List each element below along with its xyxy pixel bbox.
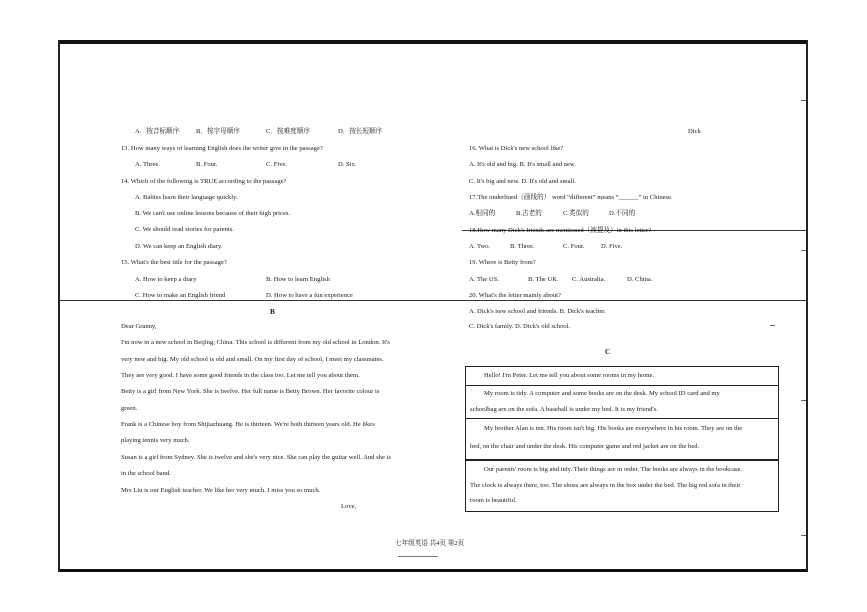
q18-option-c: C. Four. [563,243,585,250]
section-b-title: B [270,307,275,316]
q17-stem: 17.The underlined（画线的） word “different” means “______” in Chinese. [469,194,673,201]
q16-stem: 16. What is Dick's new school like? [469,145,564,152]
letter-greeting: Dear Granny, [121,323,157,330]
q13-stem: 13. How many ways of learning English does the writer give in the passage? [121,145,323,152]
q19-option-c: C. Australia. [572,276,606,283]
q15-option-a: A. How to keep a diary [135,276,197,283]
q14-option-d: D. We can keep an English diary. [135,243,223,250]
q14-option-b: B. We can't use online lessons because of their high prices. [135,210,291,217]
footer-mark [398,556,438,557]
q19-option-b: B. The UK. [528,276,559,283]
q18-stem: 18.How many Dick's friends are mentioned（被提及）in this letter? [469,227,652,234]
scan-mark [801,400,806,401]
q13-option-d: D. Six. [338,161,357,168]
q18-option-a: A. Two. [469,243,491,250]
q15-option-c: C. How to make an English friend [135,292,226,299]
q14-stem: 14. Which of the following is TRUE according to the passage? [121,178,287,185]
passage-para1-box [465,385,779,419]
letter-closing: Love, [341,503,357,510]
q17-option-d: D.不同的 [609,210,636,217]
q12-option-d: D．按长短顺序 [338,128,383,135]
para2-line: bed, on the chair and under the desk. His computer game and red jacket are on the bed. [470,443,700,450]
letter-line: They are very good. I have some good friends in the class too. Let me tell you about them. [121,372,360,379]
q16-options-ab: A. It's old and big. B. It's small and new. [469,161,576,168]
letter-line: Susan is a girl from Sydney. She is twelve and she's very nice. She can play the guitar well. And she is [121,454,391,461]
para3-line: room is beautiful. [470,497,517,504]
q18-option-d: D. Five. [601,243,623,250]
para1-line: My room is tidy. A computer and some books are on the desk. My school ID card and my [484,390,720,397]
letter-line: Betty is a girl from New York. She is twelve. Her full name is Betty Brown. Her favorite colour is [121,388,380,395]
page-border-right [806,40,808,572]
page-border-bottom [58,569,808,572]
q13-option-c: C. Five. [266,161,288,168]
para2-line: My brother Alan is ten. His room isn't big. His books are everywhere in his room. They are on the [484,425,743,432]
header-right-label: Dick [688,128,701,135]
q17-option-c: C.类似的 [563,210,589,217]
scan-mark [801,250,806,251]
passage-para3-box [465,460,779,512]
para3-line: The clock is always there, too. The shoes are always in the box under the bed. The big red sofa in their [470,482,741,489]
letter-line: playing tennis very much. [121,437,190,444]
q15-option-d: D. How to have a fun experience [266,292,353,299]
q14-option-c: C. We should read stories for parents. [135,226,234,233]
scan-mark [801,100,806,101]
q19-option-d: D. China. [627,276,653,283]
page-border-top [58,40,808,44]
q17-option-b: B.古老的 [516,210,542,217]
passage-intro-box [465,366,779,386]
q12-option-b: B．按字母顺序 [196,128,240,135]
letter-line: in the school band. [121,470,171,477]
q13-option-b: B. Four. [196,161,218,168]
letter-line: very new and big. My old school is old and small. On my first day of school, I meet my classmates. [121,356,384,363]
q20-options-ab: A. Dick's new school and friends. B. Dick's teacher. [469,308,606,315]
section-c-title: C [605,347,611,356]
page-footer: 七年级英语 共4页 第2页 [395,540,465,547]
q18-option-b: B. Three. [510,243,535,250]
q17-option-a: A.相同的 [469,210,496,217]
scan-mark [801,535,806,536]
q16-options-cd: C. It's big and new. D. It's old and small. [469,178,576,185]
letter-line: Frank is a Chinese boy from Shijiazhuang. He is thirteen. We're both thirteen years old. He likes [121,421,375,428]
para1-line: schoolbag are on the sofa. A baseball is under my bed. It is my friend's. [470,406,658,413]
letter-line: I'm now in a new school in Beijing, China. This school is different from my old school in London. It's [121,339,390,346]
passage-intro: Hello! I'm Peter. Let me tell you about some rooms in my home. [484,372,655,379]
q13-option-a: A. Three. [135,161,160,168]
q12-option-a: A．按音标顺序 [135,128,180,135]
q14-option-a: A. Babies learn their language quickly. [135,194,238,201]
q20-stem: 20. What's the letter mainly about? [469,292,561,299]
passage-para2-box [465,419,779,460]
para3-line: Our parents' room is big and tidy. Their things are in order. The books are always in the bookcase. [484,466,743,473]
q12-option-c: C．按难度顺序 [266,128,310,135]
q15-option-b: B. How to learn English [266,276,330,283]
letter-line: green. [121,405,138,412]
q19-stem: 19. Where is Betty from? [469,259,536,266]
q15-stem: 15. What's the best title for the passage? [121,259,227,266]
q20-options-cd: C. Dick's family. D. Dick's old school. [469,323,571,330]
letter-line: Mrs Liu is our English teacher. We like her very much. I miss you so much. [121,487,321,494]
section-divider [60,300,806,301]
q19-option-a: A. The US. [469,276,499,283]
scan-mark [770,325,775,326]
page-border-left [58,40,60,572]
